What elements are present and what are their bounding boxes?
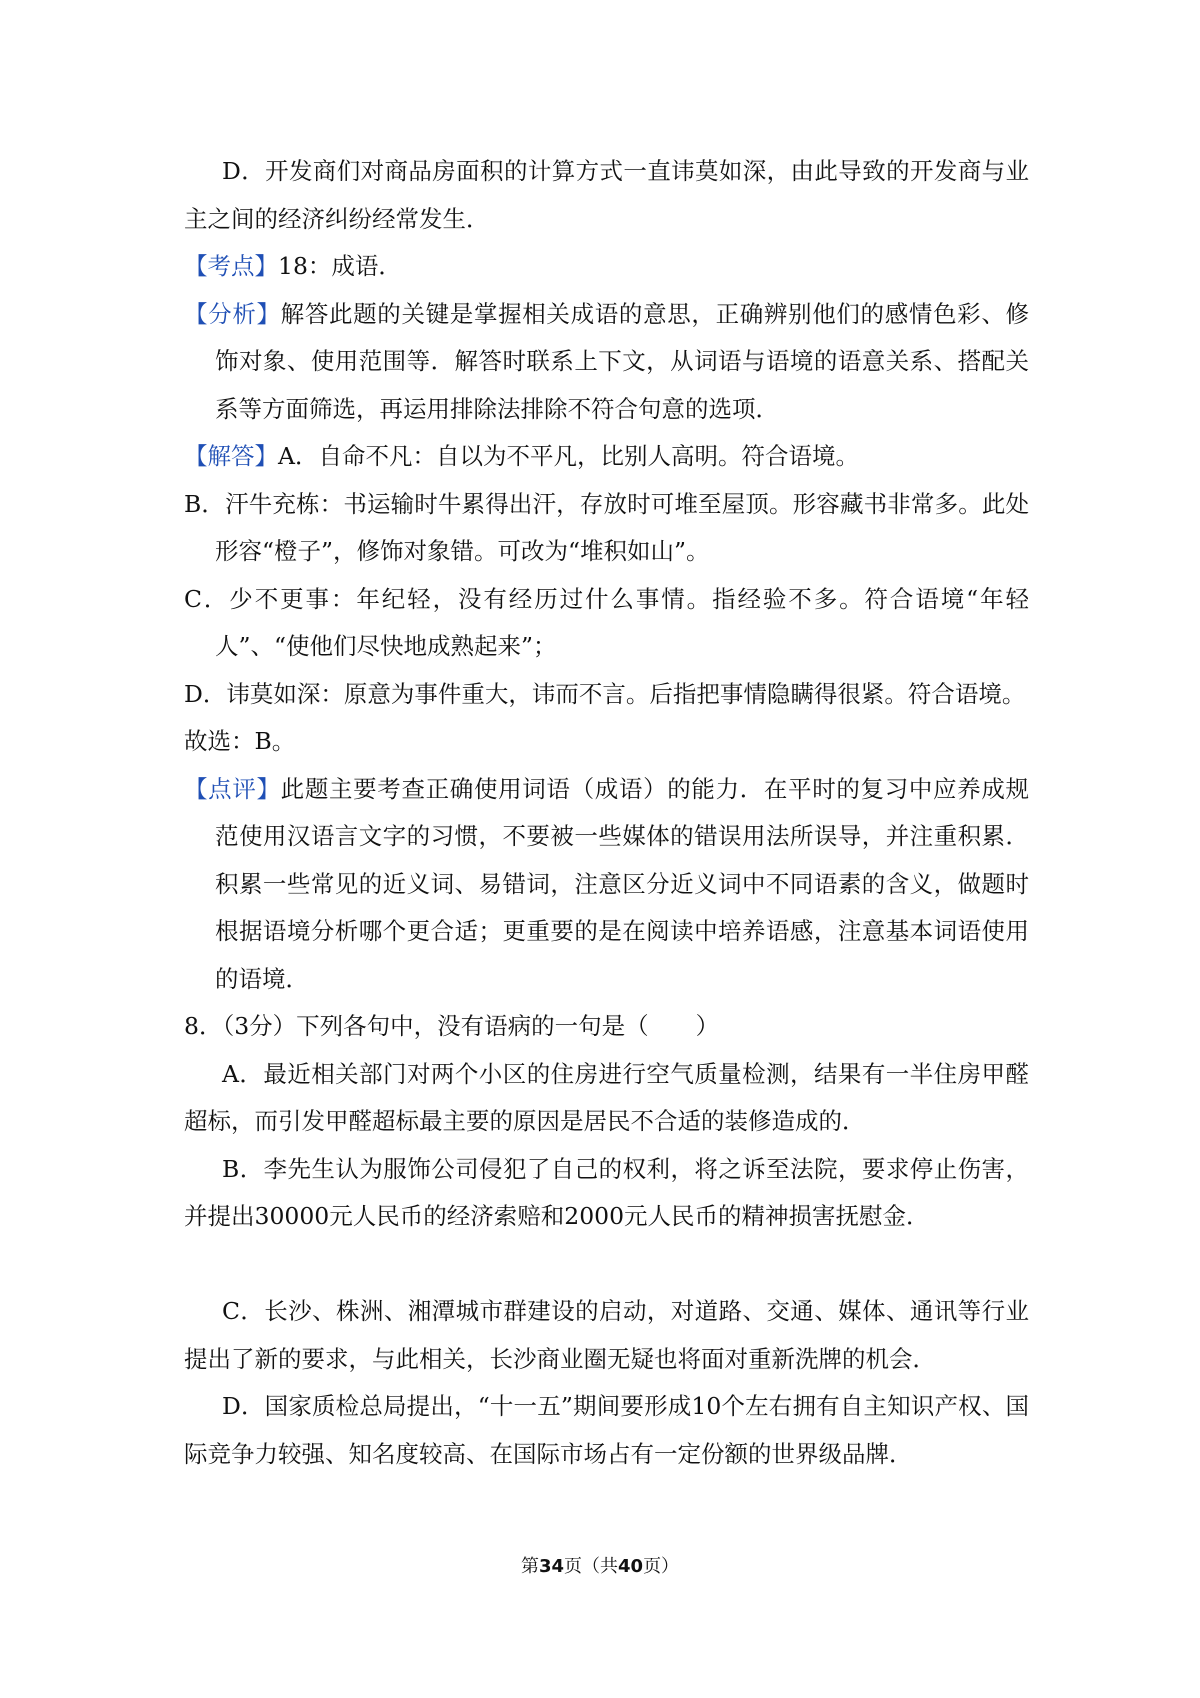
page-footer: 第34页（共40页） (520, 1556, 680, 1577)
dianping-paragraph: 【点评】此题主要考查正确使用词语（成语）的能力．在平时的复习中应养成规范使用汉语言文字的习惯，不要被一些媒体的错误用法所误导，并注重积累．积累一些常见的近义词、易错词，注意区分近义词中不同语素的含义，做题时根据语境分析哪个更合适；更重要的是在阅读中培养语感，注意基本词语使用的语境． (184, 774, 1030, 993)
answer-d-explanation: D．讳莫如深：原意为事件重大，讳而不言。后指把事情隐瞒得很紧。符合语境。 (184, 679, 1026, 708)
jieda-tag: 【解答】 (184, 442, 278, 470)
answer-c-explanation: C．少不更事：年纪轻，没有经历过什么事情。指经验不多。符合语境“年轻人”、“使他们尽快地成熟起来”； (184, 584, 1029, 660)
kaodian-tag: 【考点】 (184, 252, 278, 280)
blank-line (184, 1241, 1029, 1289)
page-content (184, 148, 1029, 1478)
fenxi-tag: 【分析】 (184, 299, 281, 328)
question-8-option-c: C．长沙、株洲、湘潭城市群建设的启动，对道路、交通、媒体、通讯等行业提出了新的要求，与此相关，长沙商业圈无疑也将面对重新洗牌的机会． (184, 1297, 1029, 1373)
current-page-number: 34 (538, 1556, 564, 1577)
total-page-number: 40 (618, 1556, 644, 1577)
question-8-option-d: D．国家质检总局提出，“十一五”期间要形成10个左右拥有自主知识产权、国际竞争力较强、知名度较高、在国际市场占有一定份额的世界级品牌． (184, 1392, 1029, 1468)
jieda-paragraph: 【解答】A．自命不凡：自以为不平凡，比别人高明。符合语境。 (184, 442, 859, 470)
option-d-prev: D．开发商们对商品房面积的计算方式一直讳莫如深，由此导致的开发商与业主之间的经济纠纷经常发生． (184, 157, 1029, 233)
question-8-option-a: A．最近相关部门对两个小区的住房进行空气质量检测，结果有一半住房甲醛超标，而引发甲醛超标最主要的原因是居民不合适的装修造成的． (184, 1059, 1029, 1135)
dianping-tag: 【点评】 (184, 774, 281, 803)
kaodian-paragraph: 【考点】18：成语． (184, 252, 402, 280)
answer-choice: 故选：B。 (184, 727, 296, 755)
fenxi-paragraph: 【分析】解答此题的关键是掌握相关成语的意思，正确辨别他们的感情色彩、修饰对象、使用范围等．解答时联系上下文，从词语与语境的语意关系、搭配关系等方面筛选，再运用排除法排除不符合句意的选项． (184, 299, 1030, 423)
answer-b-explanation: B．汗牛充栋：书运输时牛累得出汗，存放时可堆至屋顶。形容藏书非常多。此处形容“橙子”，修饰对象错。可改为“堆积如山”。 (184, 489, 1029, 565)
question-8-option-b: B．李先生认为服饰公司侵犯了自己的权利，将之诉至法院，要求停止伤害，并提出30000元人民币的经济索赔和2000元人民币的精神损害抚慰金． (184, 1154, 1029, 1230)
question-8-stem: 8．（3分）下列各句中，没有语病的一句是（ ） (184, 1012, 720, 1040)
